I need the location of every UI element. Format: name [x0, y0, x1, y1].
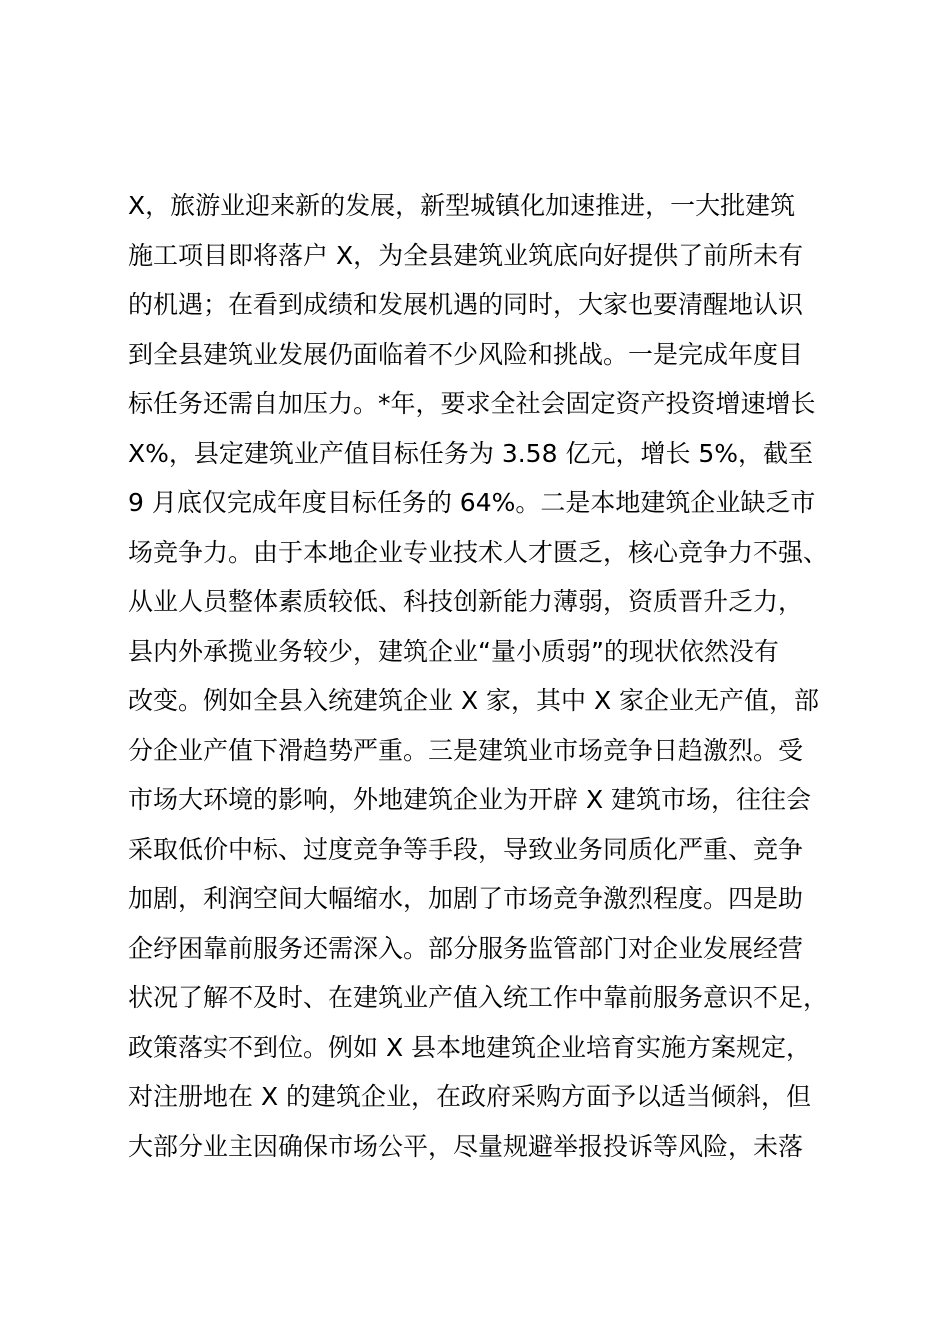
text-line: 改变。例如全县入统建筑企业 X 家，其中 X 家企业无产值，部	[128, 686, 820, 715]
body-text	[128, 181, 868, 1171]
text-line: 的机遇；在看到成绩和发展机遇的同时，大家也要清醒地认识	[128, 290, 804, 319]
text-line: 市场大环境的影响，外地建筑企业为开辟 X 建筑市场，往往会	[128, 785, 812, 814]
text-line: 县内外承揽业务较少，建筑企业“量小质弱”的现状依然没有	[128, 636, 779, 666]
text-line: 场竞争力。由于本地企业专业技术人才匮乏，核心竞争力不强、	[128, 537, 829, 567]
text-line: 状况了解不及时、在建筑业产值入统工作中靠前服务意识不足，	[128, 983, 829, 1012]
text-line: 从业人员整体素质较低、科技创新能力薄弱，资质晋升乏力，	[128, 587, 804, 616]
text-line: 企纾困靠前服务还需深入。部分服务监管部门对企业发展经营	[128, 933, 804, 963]
text-line: 对注册地在 X 的建筑企业，在政府采购方面予以适当倾斜，但	[128, 1082, 812, 1111]
text-line: X，旅游业迎来新的发展，新型城镇化加速推进，一大批建筑	[128, 191, 796, 220]
text-line: 9 月底仅完成年度目标任务的 64%。二是本地建筑企业缺乏市	[128, 488, 816, 517]
text-line: 施工项目即将落户 X，为全县建筑业筑底向好提供了前所未有	[128, 240, 804, 270]
text-line: 加剧，利润空间大幅缩水，加剧了市场竞争激烈程度。四是助	[128, 884, 804, 913]
text-line: 标任务还需自加压力。*年，要求全社会固定资产投资增速增长	[128, 389, 816, 418]
text-line: 政策落实不到位。例如 X 县本地建筑企业培育实施方案规定，	[128, 1032, 812, 1062]
text-line: 大部分业主因确保市场公平，尽量规避举报投诉等风险，未落	[128, 1131, 804, 1161]
text-line: 采取低价中标、过度竞争等手段，导致业务同质化严重、竞争	[128, 834, 804, 864]
text-line: 到全县建筑业发展仍面临着不少风险和挑战。一是完成年度目	[128, 339, 804, 369]
text-line: 分企业产值下滑趋势严重。三是建筑业市场竞争日趋激烈。受	[128, 735, 804, 765]
text-line: X%，县定建筑业产值目标任务为 3.58 亿元，增长 5%，截至	[128, 438, 814, 468]
